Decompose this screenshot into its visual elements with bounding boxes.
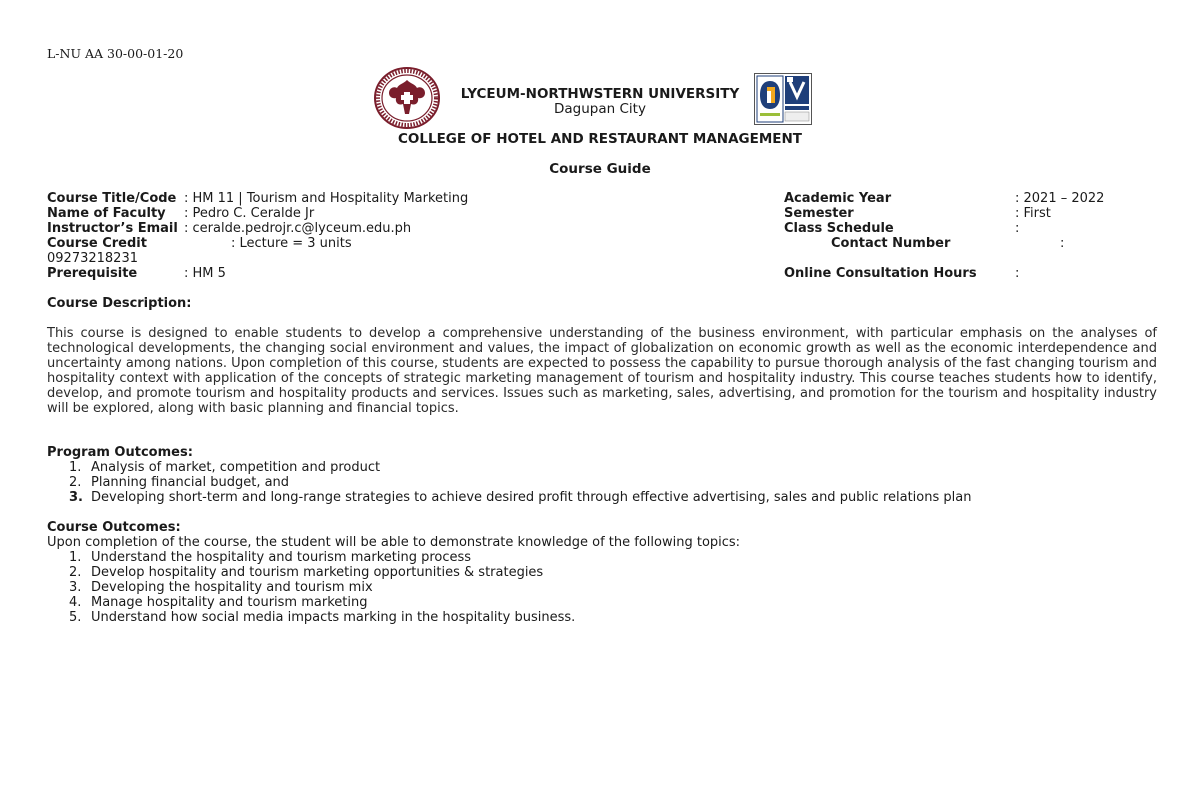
email-value: : ceralde.pedrojr.c@lyceum.edu.ph	[184, 221, 412, 236]
contact-label: Contact Number	[831, 236, 951, 251]
list-item	[47, 565, 575, 580]
list-text: Understand the hospitality and tourism marketing process	[91, 550, 472, 565]
class-schedule-value: :	[1015, 221, 1020, 236]
list-item	[47, 550, 575, 565]
consultation-hours-value: :	[1015, 266, 1020, 281]
university-city: Dagupan City	[554, 101, 646, 117]
list-number: 1.	[69, 550, 82, 565]
course-description-title: Course Description:	[47, 296, 192, 311]
list-item	[47, 580, 575, 595]
credit-label: Course Credit	[47, 236, 147, 251]
college-name: COLLEGE OF HOTEL AND RESTAURANT MANAGEMENT	[397, 131, 802, 147]
course-description-text: This course is designed to enable students to develop a comprehensive understanding of the business environment, with particular emphasis on the analyses of technological developments, the changing social environment and values, the impact of globalization on economic growth as well as the economic interdependence and uncertainty among nations. Upon completion of this course, students are expected to possess the capability to pursue thorough analysis of the fast changing tourism and hospitality context with application of the concepts of strategic marketing management of tourism and hospitality industry. This course teaches students how to identify, develop, and promote tourism and hospitality products and services. Issues such as marketing, sales, advertising, and promotion for the tourism and hospitality industry will be explored, along with basic planning and financial topics.	[47, 326, 1157, 416]
list-item	[47, 460, 971, 475]
contact-colon: :	[1060, 236, 1065, 251]
list-text: Understand how social media impacts marking in the hospitality business.	[91, 610, 576, 625]
class-schedule-label: Class Schedule	[784, 221, 894, 236]
list-number: 1.	[69, 460, 82, 475]
list-number: 5.	[69, 610, 82, 625]
email-label: Instructor’s Email	[47, 221, 178, 236]
list-text: Developing the hospitality and tourism mix	[91, 580, 373, 595]
list-item	[47, 490, 971, 505]
course-title-label: Course Title/Code	[47, 191, 177, 206]
document-code: L-NU AA 30-00-01-20	[47, 46, 184, 61]
list-item	[47, 595, 575, 610]
academic-year-label: Academic Year	[784, 191, 892, 206]
list-number: 3.	[69, 490, 83, 505]
program-outcomes-list	[47, 460, 971, 505]
university-name: LYCEUM-NORTHWSTERN UNIVERSITY	[460, 86, 740, 102]
consultation-hours-label: Online Consultation Hours	[784, 266, 977, 281]
list-number: 3.	[69, 580, 82, 595]
document-title: Course Guide	[549, 161, 651, 177]
list-text: Develop hospitality and tourism marketing opportunities & strategies	[91, 565, 544, 580]
program-outcomes-title: Program Outcomes:	[47, 445, 193, 460]
semester-value: : First	[1015, 206, 1051, 221]
academic-year-value: : 2021 – 2022	[1015, 191, 1105, 206]
list-item	[47, 610, 575, 625]
list-text: Manage hospitality and tourism marketing	[91, 595, 368, 610]
course-outcomes-list	[47, 550, 575, 625]
list-item	[47, 475, 971, 490]
list-text: Planning financial budget, and	[91, 475, 290, 490]
faculty-value: : Pedro C. Ceralde Jr	[184, 206, 315, 221]
course-outcomes-title: Course Outcomes:	[47, 520, 181, 535]
list-text: Analysis of market, competition and product	[91, 460, 381, 475]
faculty-label: Name of Faculty	[47, 206, 166, 221]
list-number: 2.	[69, 475, 82, 490]
course-outcomes-intro: Upon completion of the course, the student will be able to demonstrate knowledge of the following topics:	[47, 535, 741, 550]
contact-value: 09273218231	[47, 251, 138, 266]
prerequisite-label: Prerequisite	[47, 266, 138, 281]
course-title-value: : HM 11 | Tourism and Hospitality Marketing	[184, 191, 469, 206]
prerequisite-value: : HM 5	[184, 266, 226, 281]
semester-label: Semester	[784, 206, 854, 221]
credit-value: : Lecture = 3 units	[231, 236, 352, 251]
list-number: 4.	[69, 595, 82, 610]
list-text: Developing short-term and long-range strategies to achieve desired profit through effective advertising, sales and public relations plan	[91, 490, 972, 505]
list-number: 2.	[69, 565, 82, 580]
